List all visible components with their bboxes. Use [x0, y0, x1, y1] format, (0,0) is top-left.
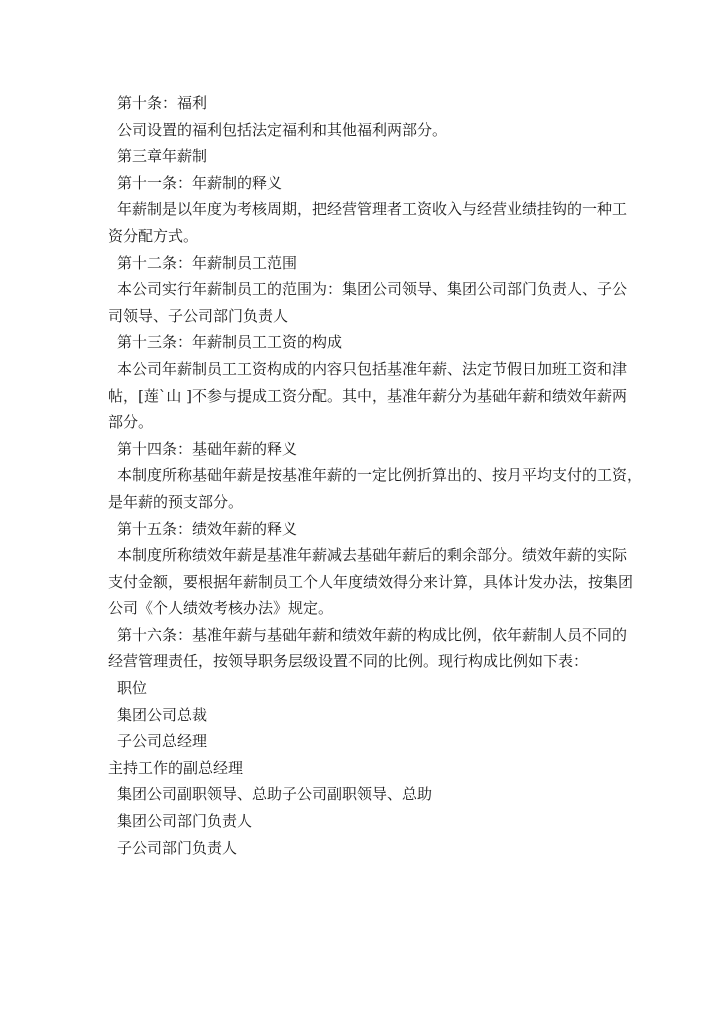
chapter-3-heading: 第三章年薪制 [117, 147, 208, 166]
position-subsidiary-dept-head: 子公司部门负责人 [117, 838, 238, 857]
article-14-text-line-1: 本制度所称基础年薪是按基准年薪的一定比例折算出的、按月平均支付的工资， [117, 466, 643, 485]
article-12-text-line-1: 本公司实行年薪制员工的范围为：集团公司领导、集团公司部门负责人、子公 [117, 280, 628, 299]
article-12-text-line-2: 司领导、子公司部门负责人 [108, 306, 289, 325]
position-acting-deputy-gm: 主持工作的副总经理 [108, 758, 244, 777]
article-14-heading: 第十四条：基础年薪的释义 [117, 439, 298, 458]
article-13-text-line-3: 部分。 [108, 413, 154, 432]
article-11-heading: 第十一条：年薪制的释义 [117, 173, 283, 192]
article-11-text-line-2: 资分配方式。 [108, 226, 199, 245]
article-13-heading: 第十三条：年薪制员工工资的构成 [117, 333, 343, 352]
article-14-text-line-2: 是年薪的预支部分。 [108, 492, 244, 511]
article-10-heading: 第十条：福利 [117, 94, 208, 112]
article-11-text-line-1: 年薪制是以年度为考核周期，把经营管理者工资收入与经营业绩挂钩的一种工 [117, 200, 628, 219]
article-15-text-line-3: 公司《个人绩效考核办法》规定。 [108, 599, 334, 618]
document-body [108, 90, 643, 861]
position-group-dept-head: 集团公司部门负责人 [117, 812, 253, 831]
article-15-text-line-2: 支付金额，要根据年薪制员工个人年度绩效得分来计算，具体计发办法，按集团 [108, 572, 634, 591]
article-16-text-line-1: 第十六条：基准年薪与基础年薪和绩效年薪的构成比例，依年薪制人员不同的 [117, 625, 628, 644]
position-deputy-leaders: 集团公司副职领导、总助子公司副职领导、总助 [117, 785, 433, 804]
article-16-text-line-2: 经营管理责任，按领导职务层级设置不同的比例。现行构成比例如下表： [108, 652, 589, 671]
article-15-heading: 第十五条：绩效年薪的释义 [117, 519, 298, 538]
table-header-position: 职位 [117, 679, 148, 698]
position-group-president: 集团公司总裁 [117, 705, 208, 724]
position-subsidiary-gm: 子公司总经理 [117, 732, 208, 751]
article-15-text-line-1: 本制度所称绩效年薪是基准年薪减去基础年薪后的剩余部分。绩效年薪的实际 [117, 546, 628, 565]
article-13-text-line-1: 本公司年薪制员工工资构成的内容只包括基准年薪、法定节假日加班工资和津 [117, 359, 628, 378]
article-10-text: 公司设置的福利包括法定福利和其他福利两部分。 [117, 120, 448, 139]
article-12-heading: 第十二条：年薪制员工范围 [117, 253, 298, 272]
article-13-text-line-2: 帖，[莲`山 ]不参与提成工资分配。其中，基准年薪分为基础年薪和绩效年薪两 [108, 386, 627, 405]
